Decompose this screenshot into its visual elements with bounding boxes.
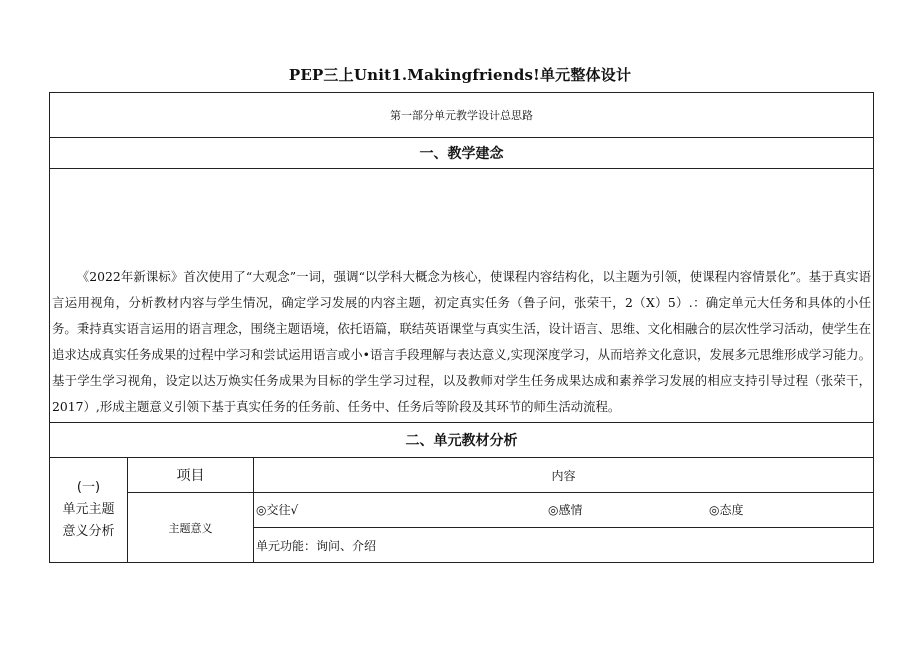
analysis-header-row (50, 458, 874, 493)
column-content-header: 内容 (254, 458, 874, 493)
topic-meaning-row (50, 493, 874, 528)
section-two-row (50, 423, 874, 458)
part-one-heading: 第一部分单元教学设计总思路 (50, 93, 874, 138)
topic-options (254, 493, 873, 527)
option-emotion: ◎感情 (548, 503, 583, 517)
option-attitude: ◎态度 (709, 503, 744, 517)
column-item-header: 项目 (128, 458, 254, 493)
section-one-body (50, 169, 874, 423)
unit-theme-analysis-label (50, 458, 128, 563)
topic-meaning-label: 主题意义 (128, 493, 254, 563)
left-label-line2: 单元主题 (62, 502, 115, 517)
left-label-line3: 意义分析 (62, 524, 115, 539)
left-label-line1: (一) (76, 480, 101, 495)
topic-options-cell (254, 493, 874, 528)
unit-function: 单元功能：询问、介绍 (254, 528, 874, 563)
section-one-row (50, 138, 874, 169)
document-title: PEP三上Unit1.Makingfriends!单元整体设计 (288, 66, 632, 84)
design-table (49, 92, 874, 563)
section-two-heading: 二、单元教材分析 (50, 423, 874, 458)
option-communication: ◎交往√ (256, 503, 299, 517)
part-one-row (50, 93, 874, 138)
teaching-concept-paragraph: 《2022年新课标》首次使用了“大观念”一词，强调“以学科大概念为核心，使课程内容结构化，以主题为引领，使课程内容情景化”。基于真实语言运用视角，分析教材内容与学生情况，确定学习发展的内容主题，初定真实任务（鲁子问，张荣干，2（X）5）.：确定单元大任务和具体的小任务。秉持真实语言运用的语言理念，围绕主题语境，依托语篇，联结英语课堂与真实生活，设计语言、思维、文化相融合的层次性学习活动，使学生在追求达成真实任务成果的过程中学习和尝试运用语言或小•语言手段理解与表达意义,实现深度学习，从而培养文化意识，发展多元思维形成学习能力。基于学生学习视角，设定以达万焕实任务成果为目标的学生学习过程，以及教师对学生任务成果达成和素养学习发展的相应支持引导过程（张荣干，2017）,形成主题意义引领下基于真实任务的任务前、任务中、任务后等阶段及其环节的师生活动流程。 (52, 269, 871, 414)
section-one-body-row (50, 169, 874, 423)
section-one-heading: 一、教学建念 (50, 138, 874, 169)
